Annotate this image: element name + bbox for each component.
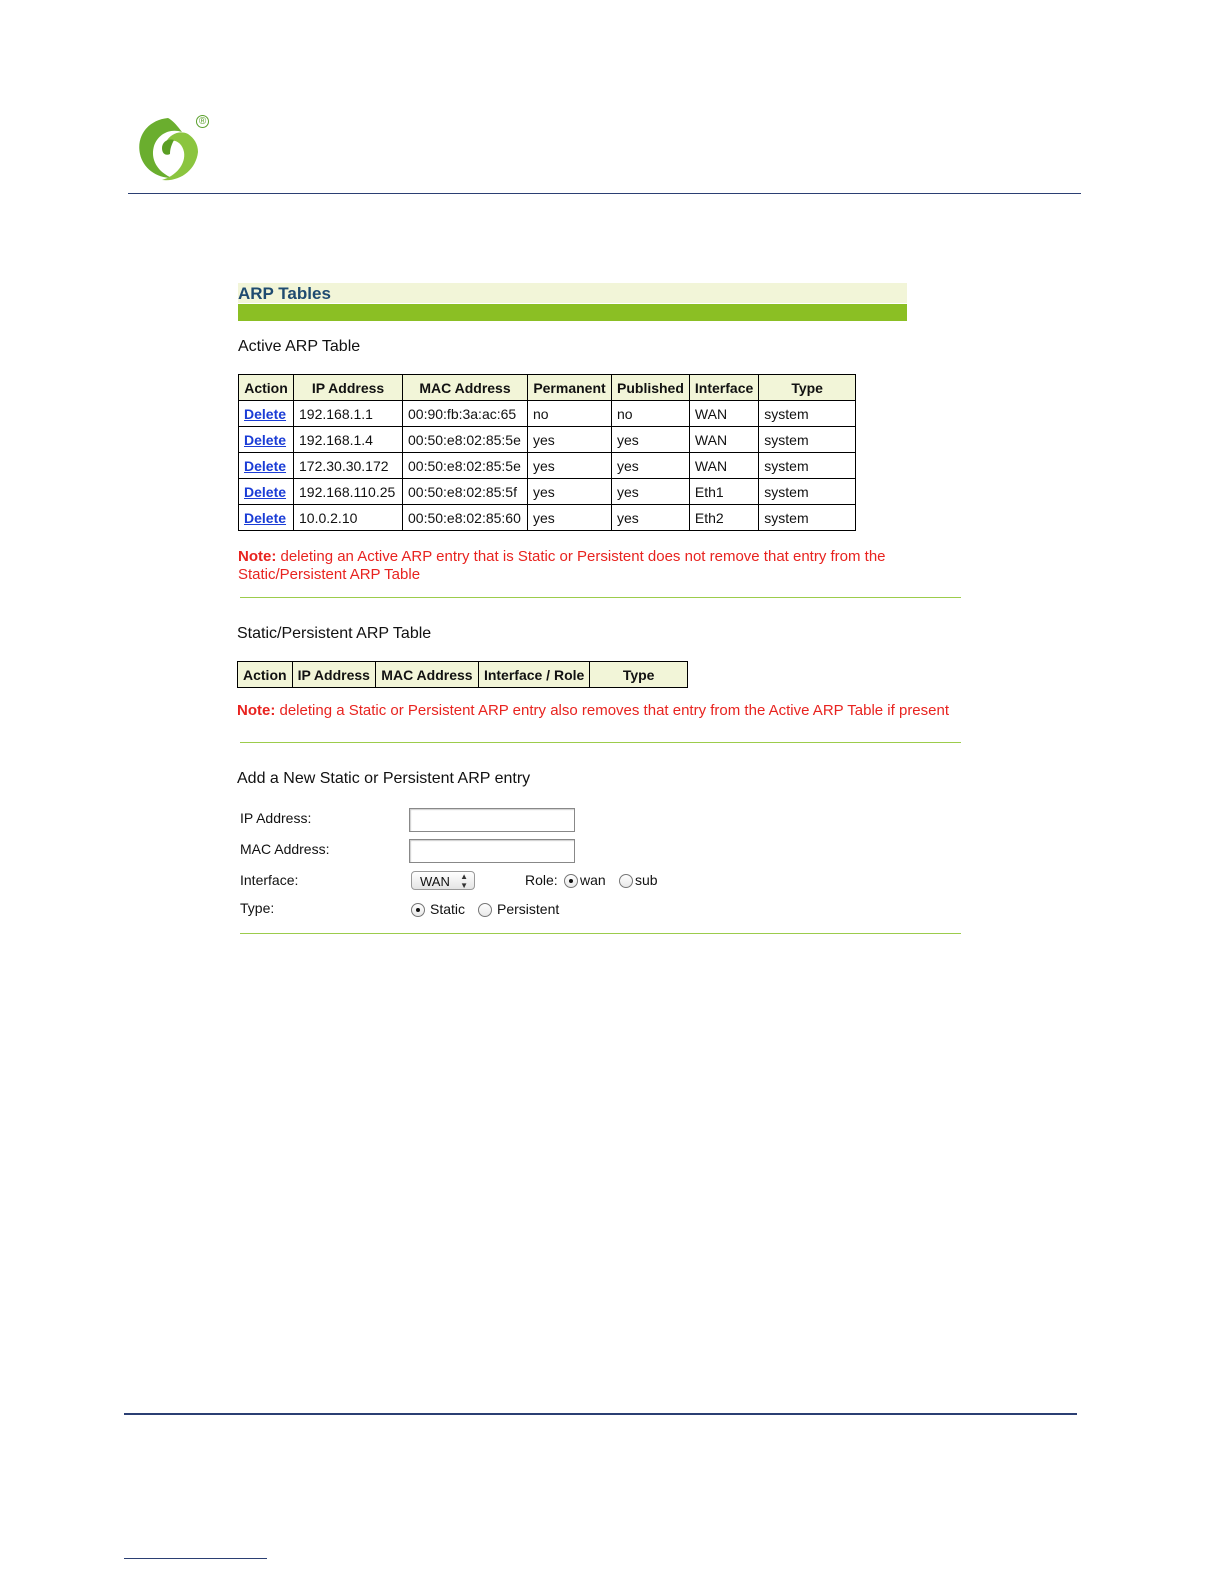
- cell-mac: 00:50:e8:02:85:5e: [403, 427, 528, 453]
- section-divider: [240, 933, 961, 934]
- cell-interface: WAN: [689, 453, 758, 479]
- delete-link[interactable]: Delete: [244, 457, 287, 474]
- delete-link[interactable]: Delete: [244, 509, 287, 526]
- cell-type: system: [759, 479, 856, 505]
- type-static-radio[interactable]: [411, 903, 425, 917]
- ip-address-input[interactable]: [409, 808, 575, 832]
- add-entry-title: Add a New Static or Persistent ARP entry: [237, 770, 531, 787]
- active-arp-table-title: Active ARP Table: [238, 338, 361, 355]
- col-type: Type: [590, 662, 688, 688]
- active-table-note: [238, 548, 928, 584]
- cell-type: system: [759, 505, 856, 531]
- select-arrows-icon: ▲ ▼: [460, 872, 468, 890]
- ip-address-label: IP Address:: [240, 810, 312, 826]
- static-arp-table: [237, 661, 688, 688]
- role-sub-radio[interactable]: [619, 874, 633, 888]
- section-divider: [240, 742, 961, 743]
- cell-ip: 192.168.1.4: [294, 427, 403, 453]
- cell-type: system: [759, 453, 856, 479]
- col-permanent: Permanent: [528, 375, 612, 401]
- cell-published: yes: [612, 505, 690, 531]
- col-ip-address: IP Address: [294, 375, 403, 401]
- cell-mac: 00:50:e8:02:85:5e: [403, 453, 528, 479]
- type-persistent-radio[interactable]: [478, 903, 492, 917]
- role-sub-label: sub: [635, 872, 658, 888]
- type-static-label: Static: [430, 901, 466, 917]
- cell-mac: 00:50:e8:02:85:5f: [403, 479, 528, 505]
- cell-type: system: [759, 401, 856, 427]
- cell-published: yes: [612, 453, 690, 479]
- cell-interface: WAN: [689, 401, 758, 427]
- col-published: Published: [612, 375, 690, 401]
- note-text: deleting a Static or Persistent ARP entry also removes that entry from the Active ARP Table if present: [275, 702, 950, 719]
- cell-type: system: [759, 427, 856, 453]
- cell-interface: WAN: [689, 427, 758, 453]
- cell-permanent: yes: [528, 479, 612, 505]
- delete-link[interactable]: Delete: [244, 405, 287, 422]
- table-row: [239, 427, 856, 453]
- cell-permanent: yes: [528, 505, 612, 531]
- static-table-note: [237, 702, 977, 720]
- note-label: Note:: [237, 702, 276, 719]
- col-interface-role: Interface / Role: [478, 662, 589, 688]
- page-title: ARP Tables: [238, 284, 331, 303]
- cell-published: yes: [612, 427, 690, 453]
- static-arp-table-title: Static/Persistent ARP Table: [237, 625, 432, 642]
- active-arp-table: [238, 374, 856, 531]
- note-text: deleting an Active ARP entry that is Static or Persistent does not remove that entry from the Static/Persistent ARP Table: [238, 548, 886, 583]
- col-action: Action: [238, 662, 293, 688]
- delete-link[interactable]: Delete: [244, 431, 287, 448]
- type-label: Type:: [240, 900, 275, 916]
- cell-published: no: [612, 401, 690, 427]
- cell-interface: Eth1: [689, 479, 758, 505]
- footer-divider: [124, 1413, 1077, 1415]
- registered-mark: ®: [196, 115, 209, 128]
- table-row: [239, 453, 856, 479]
- role-wan-radio[interactable]: [564, 874, 578, 888]
- cell-permanent: yes: [528, 453, 612, 479]
- cell-ip: 192.168.1.1: [294, 401, 403, 427]
- role-label: Role:: [525, 872, 558, 888]
- footnote-divider: [124, 1558, 267, 1559]
- panel-title-bar: [238, 283, 907, 303]
- col-mac-address: MAC Address: [375, 662, 478, 688]
- interface-label: Interface:: [240, 872, 299, 888]
- cell-published: yes: [612, 479, 690, 505]
- col-interface: Interface: [689, 375, 758, 401]
- table-row: [239, 479, 856, 505]
- interface-selected-value: WAN: [420, 874, 450, 889]
- delete-link[interactable]: Delete: [244, 483, 287, 500]
- cell-interface: Eth2: [689, 505, 758, 531]
- section-divider: [240, 597, 961, 598]
- interface-select[interactable]: [411, 871, 475, 890]
- table-row: [239, 505, 856, 531]
- cell-permanent: no: [528, 401, 612, 427]
- table-row: [239, 401, 856, 427]
- role-wan-label: wan: [580, 872, 606, 888]
- col-type: Type: [759, 375, 856, 401]
- cell-ip: 192.168.110.25: [294, 479, 403, 505]
- mac-address-input[interactable]: [409, 839, 575, 863]
- cell-ip: 10.0.2.10: [294, 505, 403, 531]
- header-divider: [128, 193, 1081, 194]
- cell-permanent: yes: [528, 427, 612, 453]
- note-label: Note:: [238, 548, 277, 565]
- type-persistent-label: Persistent: [497, 901, 560, 917]
- col-mac-address: MAC Address: [403, 375, 528, 401]
- panel-accent-bar: [238, 304, 907, 321]
- cell-mac: 00:90:fb:3a:ac:65: [403, 401, 528, 427]
- mac-address-label: MAC Address:: [240, 841, 330, 857]
- col-ip-address: IP Address: [292, 662, 375, 688]
- cell-mac: 00:50:e8:02:85:60: [403, 505, 528, 531]
- cell-ip: 172.30.30.172: [294, 453, 403, 479]
- col-action: Action: [239, 375, 294, 401]
